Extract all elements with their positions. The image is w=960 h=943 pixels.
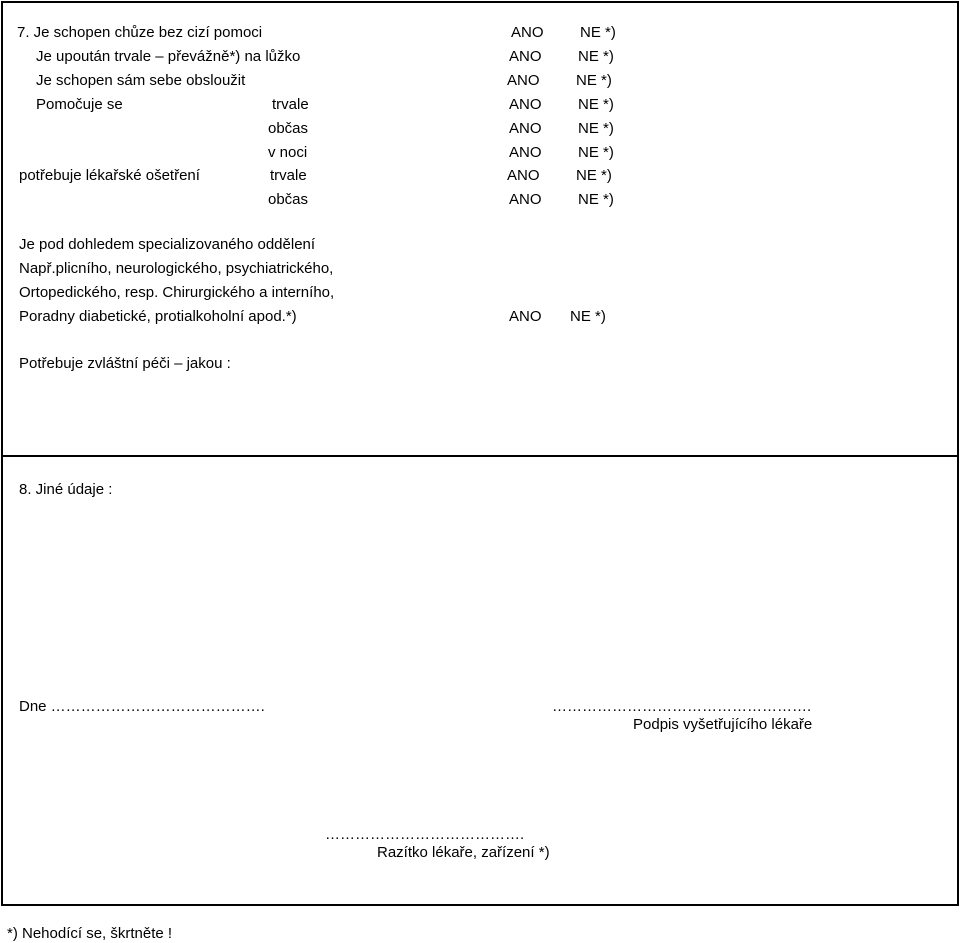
row-treatment-sometimes-ano: ANO [509, 191, 542, 208]
row-incontinence-label: Pomočuje se [36, 96, 123, 113]
row-incontinence-night-ano: ANO [509, 144, 542, 161]
row-walk-ne: NE *) [580, 24, 616, 41]
row-walk-ano: ANO [511, 24, 544, 41]
stamp-label: Razítko lékaře, zařízení *) [377, 844, 550, 861]
row-incontinence-night-ne: NE *) [578, 144, 614, 161]
row-treatment-ne: NE *) [576, 167, 612, 184]
signature-dots: ……………………………………………. [552, 698, 812, 715]
supervision-ne: NE *) [570, 308, 606, 325]
row-selfcare-label: Je schopen sám sebe obsloužit [36, 72, 246, 89]
supervision-ano: ANO [509, 308, 542, 325]
row-incontinence-ne: NE *) [578, 96, 614, 113]
row-treatment-label: potřebuje lékařské ošetření [19, 167, 200, 184]
row-selfcare-ne: NE *) [576, 72, 612, 89]
row-incontinence-night-mid: v noci [268, 144, 308, 161]
signature-label: Podpis vyšetřujícího lékaře [633, 716, 813, 733]
row-incontinence-sometimes-ano: ANO [509, 120, 542, 137]
section-7-box [1, 1, 959, 457]
special-care-label: Potřebuje zvláštní péči – jakou : [19, 355, 231, 372]
row-treatment-mid: trvale [270, 167, 307, 184]
row-incontinence-ano: ANO [509, 96, 542, 113]
section-8-title: 8. Jiné údaje : [19, 481, 113, 498]
row-selfcare-ano: ANO [507, 72, 540, 89]
row-incontinence-mid: trvale [272, 96, 309, 113]
row-treatment-sometimes-ne: NE *) [578, 191, 614, 208]
row-bedridden-ano: ANO [509, 48, 542, 65]
stamp-dots: …………………………………. [325, 826, 525, 843]
row-treatment-ano: ANO [507, 167, 540, 184]
row-bedridden-ne: NE *) [578, 48, 614, 65]
row-walk-label: 7. Je schopen chůze bez cizí pomoci [17, 24, 263, 41]
date-field: Dne ……………………………………. [19, 698, 265, 715]
row-treatment-sometimes-mid: občas [268, 191, 309, 208]
supervision-line-4: Poradny diabetické, protialkoholní apod.*) [19, 308, 297, 325]
row-incontinence-sometimes-mid: občas [268, 120, 309, 137]
supervision-line-2: Např.plicního, neurologického, psychiatrického, [19, 260, 334, 277]
supervision-line-1: Je pod dohledem specializovaného oddělení [19, 236, 316, 253]
row-incontinence-sometimes-ne: NE *) [578, 120, 614, 137]
footnote: *) Nehodící se, škrtněte ! [7, 925, 173, 942]
row-bedridden-label: Je upoután trvale – převážně*) na lůžko [36, 48, 301, 65]
supervision-line-3: Ortopedického, resp. Chirurgického a interního, [19, 284, 335, 301]
